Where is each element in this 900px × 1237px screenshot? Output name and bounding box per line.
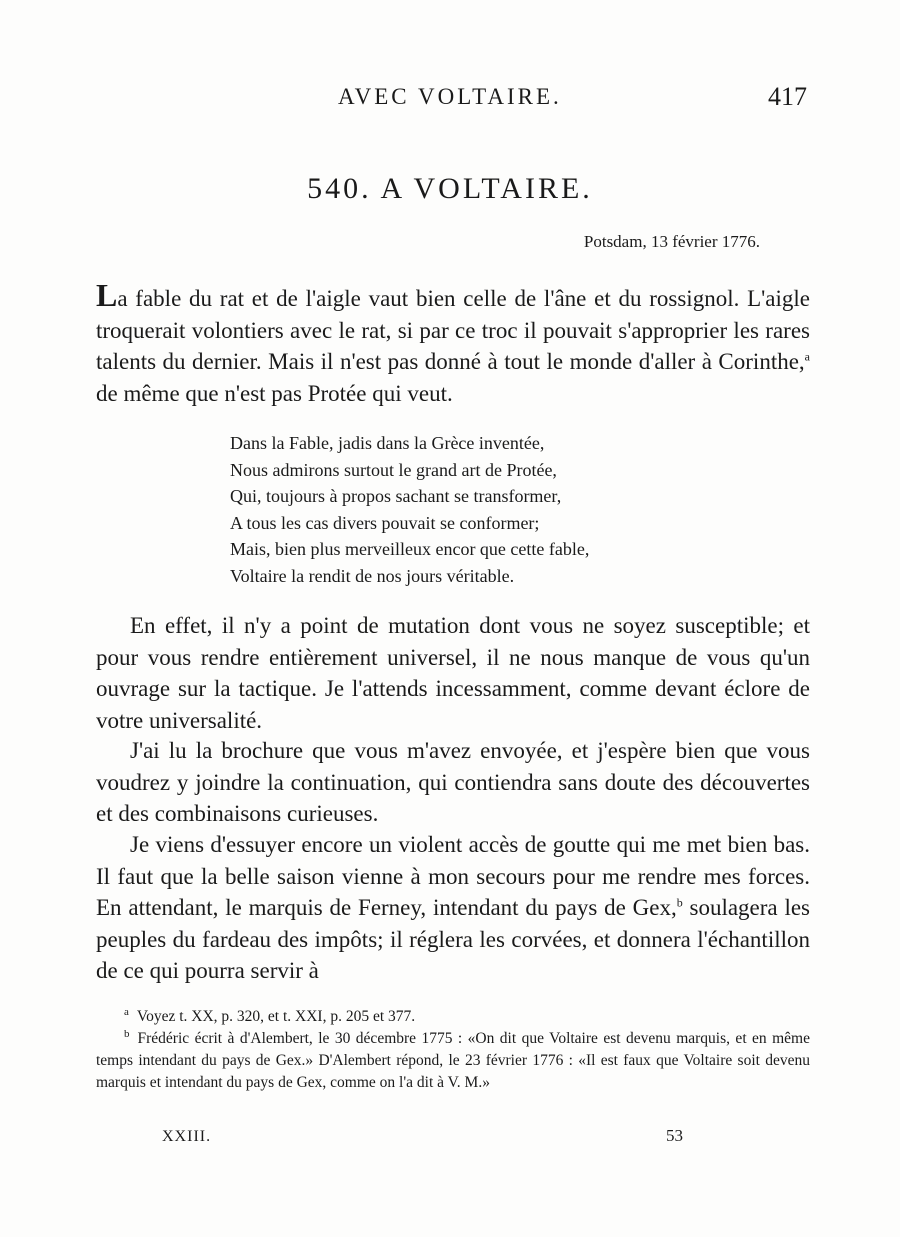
footnote-ref-b[interactable]: b (676, 895, 683, 910)
paragraph-1-text-a: a fable du rat et de l'aigle vaut bien celle de l'âne et du rossignol. L'aigle troquerait volontiers avec le rat, si par ce troc il pouvait s'approprier les rares talents du dernier. Mais il n'est pas donné à tout le monde d'aller à Corinthe, (96, 286, 810, 374)
footnote-marker-a: a (124, 1005, 129, 1018)
footnote-a (96, 1006, 810, 1028)
verse-block (230, 430, 730, 589)
footnotes (96, 1006, 810, 1094)
paragraph-3: J'ai lu la brochure que vous m'avez envoyée, et j'espère bien que vous voudrez y joindre la continuation, qui contiendra sans doute des découvertes et des combinaisons curieuses. (96, 738, 810, 826)
verse-line: Qui, toujours à propos sachant se transformer, (230, 486, 562, 506)
paragraph-4 (96, 829, 810, 987)
verse-line: Dans la Fable, jadis dans la Grèce inventée, (230, 433, 545, 453)
paragraph-1-text-b: de même que n'est pas Protée qui veut. (96, 380, 453, 406)
footnote-b-text: Frédéric écrit à d'Alembert, le 30 décembre 1775 : «On dit que Voltaire est devenu marquis, et en même temps intendant du pays de Gex.» D'Alembert répond, le 23 février 1776 : «Il est faux que Voltaire soit devenu marquis et intendant du pays de Gex, comme on l'a dit à V. M.» (96, 1030, 810, 1091)
verse-line: A tous les cas divers pouvait se conformer; (230, 512, 540, 533)
footnote-ref-a[interactable]: a (804, 349, 810, 364)
drop-cap: L (96, 277, 118, 313)
paragraph-2: En effet, il n'y a point de mutation dont vous ne soyez susceptible; et pour vous rendre entièrement universel, il ne nous manque de vous qu'un ouvrage sur la tactique. Je l'attends incessamment, comme devant éclore de votre universalité. (96, 613, 810, 733)
footnote-b (96, 1028, 810, 1094)
running-head (0, 84, 900, 114)
dateline: Potsdam, 13 février 1776. (583, 232, 760, 251)
footnote-a-text: Voyez t. XX, p. 320, et t. XXI, p. 205 et 377. (136, 1008, 416, 1025)
page-number: 417 (768, 82, 807, 111)
verse-line: Mais, bien plus merveilleux encor que cette fable, (230, 539, 590, 559)
paragraph-4-text-a: Je viens d'essuyer encore un violent accès de goutte qui me met bien bas. Il faut que la belle saison vienne à mon secours pour me rendre mes forces. En attendant, le marquis de Ferney, intendant du pays de Gex, (96, 832, 810, 920)
verse-line: Nous admirons surtout le grand art de Protée, (230, 459, 557, 480)
verse-line: Voltaire la rendit de nos jours véritable. (230, 565, 515, 586)
paragraph-1 (96, 277, 810, 409)
sheet-number: 53 (666, 1126, 683, 1145)
running-title: AVEC VOLTAIRE. (338, 84, 562, 109)
footnote-marker-b: b (124, 1027, 130, 1040)
letter-title: 540. A VOLTAIRE. (307, 172, 593, 205)
volume-signature: XXIII. (162, 1128, 212, 1145)
paragraph-4-text-b: soulagera les peuples du fardeau des impôts; il réglera les corvées, et donnera l'échantillon de ce qui pourra servir à (96, 895, 810, 983)
